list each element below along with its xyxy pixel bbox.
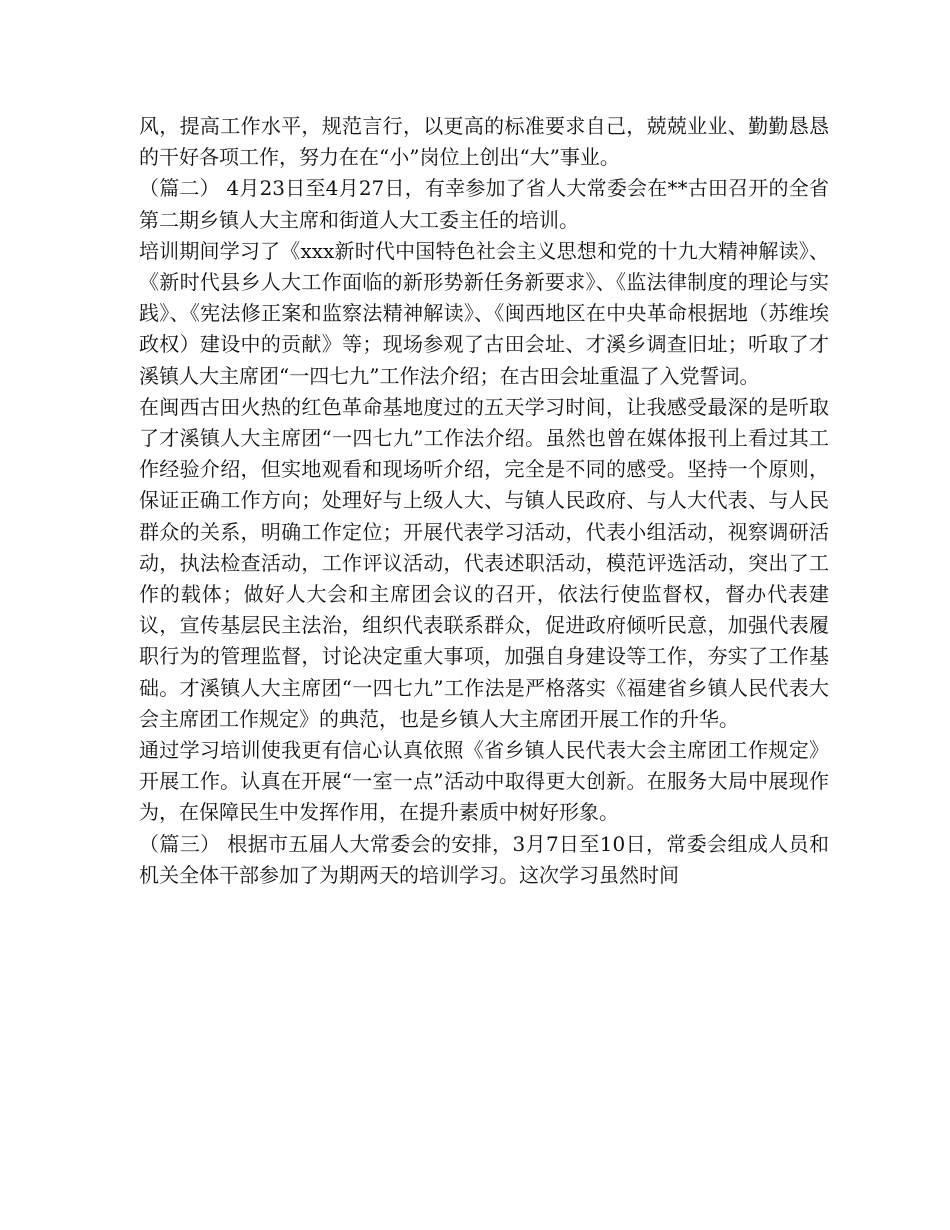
paragraph-2: （篇二） 4月23日至4月27日，有幸参加了省人大常委会在**古田召开的全省第二期乡镇人大主席和街道人大工委主任的培训。 [139, 176, 829, 232]
paragraph-5: 通过学习培训使我更有信心认真依照《省乡镇人民代表大会主席团工作规定》开展工作。认真在开展“一室一点”活动中取得更大创新。在服务大局中展现作为，在保障民生中发挥作用，在提升素质中树好形象。 [139, 738, 829, 825]
paragraph-4: 在闽西古田火热的红色革命基地度过的五天学习时间，让我感受最深的是听取了才溪镇人大主席团“一四七九”工作法介绍。虽然也曾在媒体报刊上看过其工作经验介绍，但实地观看和现场听介绍，完全是不同的感受。坚持一个原则，保证正确工作方向；处理好与上级人大、与镇人民政府、与人大代表、与人民群众的关系，明确工作定位；开展代表学习活动，代表小组活动，视察调研活动，执法检查活动，工作评议活动，代表述职活动，模范评选活动，突出了工作的载体；做好人大会和主席团会议的召开，依法行使监督权，督办代表建议，宣传基层民主法治，组织代表联系群众，促进政府倾听民意，加强代表履职行为的管理监督，讨论决定重大事项，加强自身建设等工作，夯实了工作基础。才溪镇人大主席团“一四七九”工作法是严格落实《福建省乡镇人民代表大会主席团工作规定》的典范，也是乡镇人大主席团开展工作的升华。 [139, 394, 829, 731]
paragraph-1: 风，提高工作水平，规范言行，以更高的标准要求自己，兢兢业业、勤勤恳恳的干好各项工作，努力在在“小”岗位上创出“大”事业。 [139, 114, 829, 170]
document-page [139, 111, 829, 891]
paragraph-3: 培训期间学习了《xxx新时代中国特色社会主义思想和党的十九大精神解读》、《新时代县乡人大工作面临的新形势新任务新要求》、《监法律制度的理论与实践》、《宪法修正案和监察法精神解读》、《闽西地区在中央革命根据地（苏维埃政权）建设中的贡献》等；现场参观了古田会址、才溪乡调查旧址；听取了才溪镇人大主席团“一四七九”工作法介绍；在古田会址重温了入党誓词。 [139, 238, 829, 388]
paragraph-6: （篇三） 根据市五届人大常委会的安排，3月7日至10日，常委会组成人员和机关全体干部参加了为期两天的培训学习。这次学习虽然时间 [139, 831, 829, 887]
